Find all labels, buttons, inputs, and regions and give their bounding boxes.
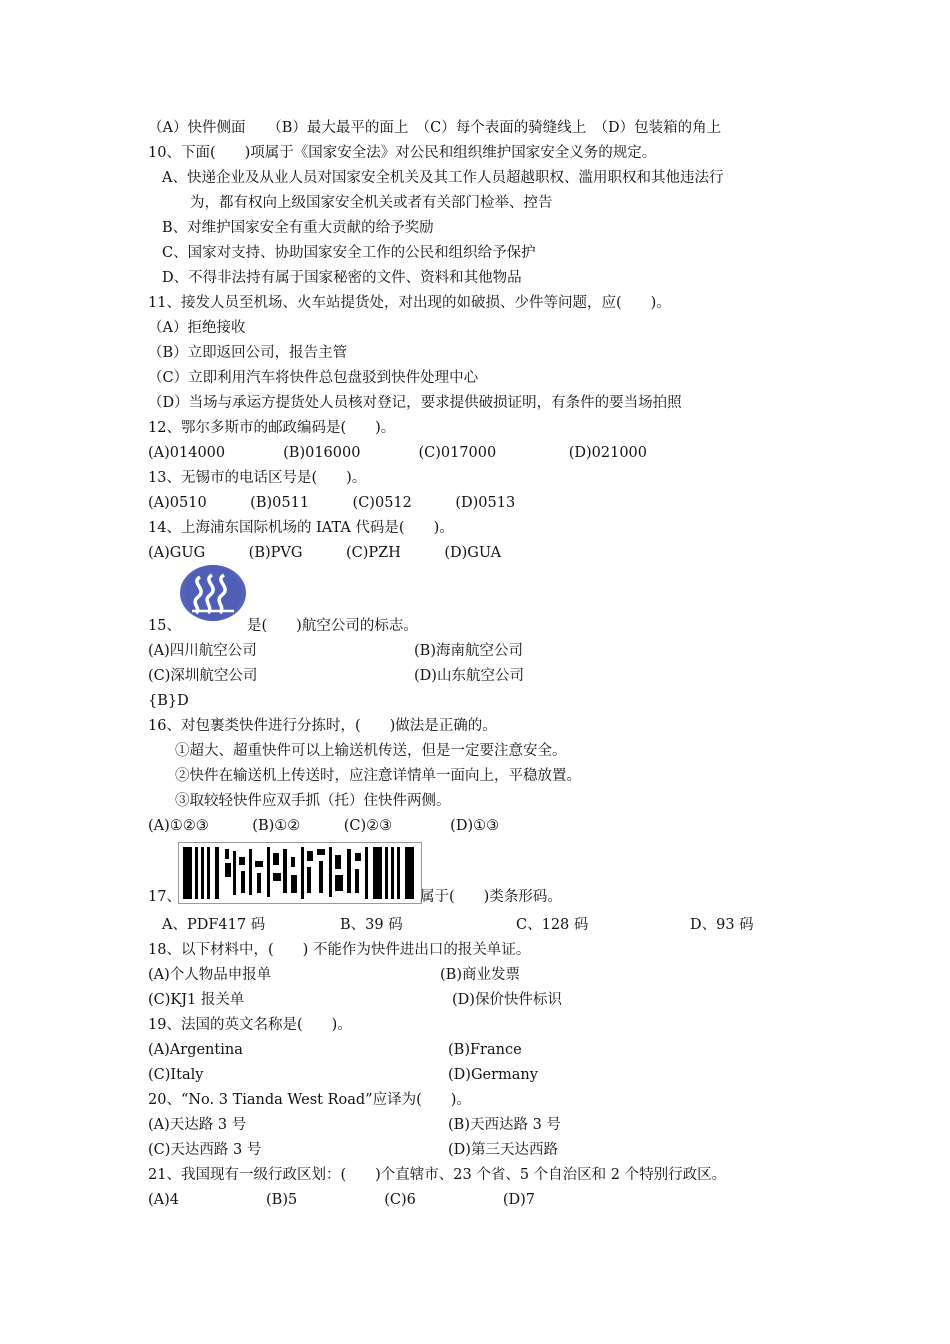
q19-option-b: (B)France	[448, 1042, 522, 1058]
q11-option-d: （D）当场与承运方提货处人员核对登记，要求提供破损证明，有条件的要当场拍照	[148, 395, 682, 411]
q16-item-3: ③取较轻快件应双手抓（托）住快件两侧。	[175, 793, 451, 809]
q10-option-d: D、不得非法持有属于国家秘密的文件、资料和其他物品	[162, 270, 522, 286]
q18-stem: 18、以下材料中，( ) 不能作为快件进出口的报关单证。	[148, 942, 531, 958]
q10-option-b: B、对维护国家安全有重大贡献的给予奖励	[162, 220, 434, 236]
q15-number: 15、	[148, 618, 181, 634]
q15-option-d: (D)山东航空公司	[414, 668, 524, 684]
q17-option-d: D、93 码	[690, 917, 754, 933]
q17-number: 17、	[148, 889, 181, 905]
q17-option-b: B、39 码	[340, 917, 403, 933]
q16-options: (A)①②③ (B)①② (C)②③ (D)①③	[148, 818, 500, 834]
q10-stem: 10、下面( )项属于《国家安全法》对公民和组织维护国家安全义务的规定。	[148, 145, 657, 161]
q16-item-1: ①超大、超重快件可以上输送机传送，但是一定要注意安全。	[175, 743, 567, 759]
q10-option-a: A、快递企业及从业人员对国家安全机关及其工作人员超越职权、滥用职权和其他违法行	[162, 170, 724, 186]
barcode-image	[178, 842, 422, 904]
q15-option-c: (C)深圳航空公司	[148, 668, 258, 684]
q13-stem: 13、无锡市的电话区号是( )。	[148, 470, 367, 486]
q20-stem: 20、“No. 3 Tianda West Road”应译为( )。	[148, 1092, 471, 1108]
q11-stem: 11、接发人员至机场、火车站提货处，对出现的如破损、少件等问题，应( )。	[148, 295, 671, 311]
q11-option-a: （A）拒绝接收	[148, 320, 246, 336]
q18-option-b: (B)商业发票	[440, 967, 520, 983]
q11-option-b: （B）立即返回公司，报告主管	[148, 345, 348, 361]
q19-option-d: (D)Germany	[448, 1067, 538, 1083]
q14-options: (A)GUG (B)PVG (C)PZH (D)GUA	[148, 545, 502, 561]
q20-option-a: (A)天达路 3 号	[148, 1117, 247, 1133]
q10-option-a-cont: 为，都有权向上级国家安全机关或者有关部门检举、控告	[190, 195, 553, 211]
q12-stem: 12、鄂尔多斯市的邮政编码是( )。	[148, 420, 396, 436]
q19-option-a: (A)Argentina	[148, 1042, 243, 1058]
q13-options: (A)0510 (B)0511 (C)0512 (D)0513	[148, 495, 516, 511]
q15-option-b: (B)海南航空公司	[414, 643, 523, 659]
q19-option-c: (C)Italy	[148, 1067, 204, 1083]
q11-option-c: （C）立即利用汽车将快件总包盘驳到快件处理中心	[148, 370, 479, 386]
q17-stem: 属于( )类条形码。	[420, 889, 562, 905]
q16-item-2: ②快件在输送机上传送时，应注意详情单一面向上，平稳放置。	[175, 768, 581, 784]
barcode-icon	[179, 843, 421, 903]
q19-stem: 19、法国的英文名称是( )。	[148, 1017, 352, 1033]
q12-options: (A)014000 (B)016000 (C)017000 (D)021000	[148, 445, 648, 461]
airline-logo-image	[180, 565, 246, 621]
q20-option-c: (C)天达西路 3 号	[148, 1142, 262, 1158]
q21-stem: 21、我国现有一级行政区划：( )个直辖市、23 个省、5 个自治区和 2 个特别行政区。	[148, 1167, 727, 1183]
q17-option-a: A、PDF417 码	[162, 917, 266, 933]
q15-stem: 是( )航空公司的标志。	[247, 618, 418, 634]
q14-stem: 14、上海浦东国际机场的 IATA 代码是( )。	[148, 520, 454, 536]
q20-option-d: (D)第三天达西路	[448, 1142, 558, 1158]
q18-option-a: (A)个人物品申报单	[148, 967, 272, 983]
q9-options: （A）快件侧面 （B）最大最平的面上 （C）每个表面的骑缝线上 （D）包装箱的角上	[148, 120, 722, 136]
q10-option-c: C、国家对支持、协助国家安全工作的公民和组织给予保护	[162, 245, 536, 261]
q15-answer-note: {B}D	[148, 693, 189, 709]
q20-option-b: (B)天西达路 3 号	[448, 1117, 561, 1133]
q15-option-a: (A)四川航空公司	[148, 643, 257, 659]
q17-option-c: C、128 码	[516, 917, 589, 933]
q18-option-d: (D)保价快件标识	[452, 992, 562, 1008]
q16-stem: 16、对包裹类快件进行分拣时，( )做法是正确的。	[148, 718, 497, 734]
airline-logo-icon	[180, 565, 246, 621]
q21-options: (A)4 (B)5 (C)6 (D)7	[148, 1192, 536, 1208]
q18-option-c: (C)KJ1 报关单	[148, 992, 245, 1008]
